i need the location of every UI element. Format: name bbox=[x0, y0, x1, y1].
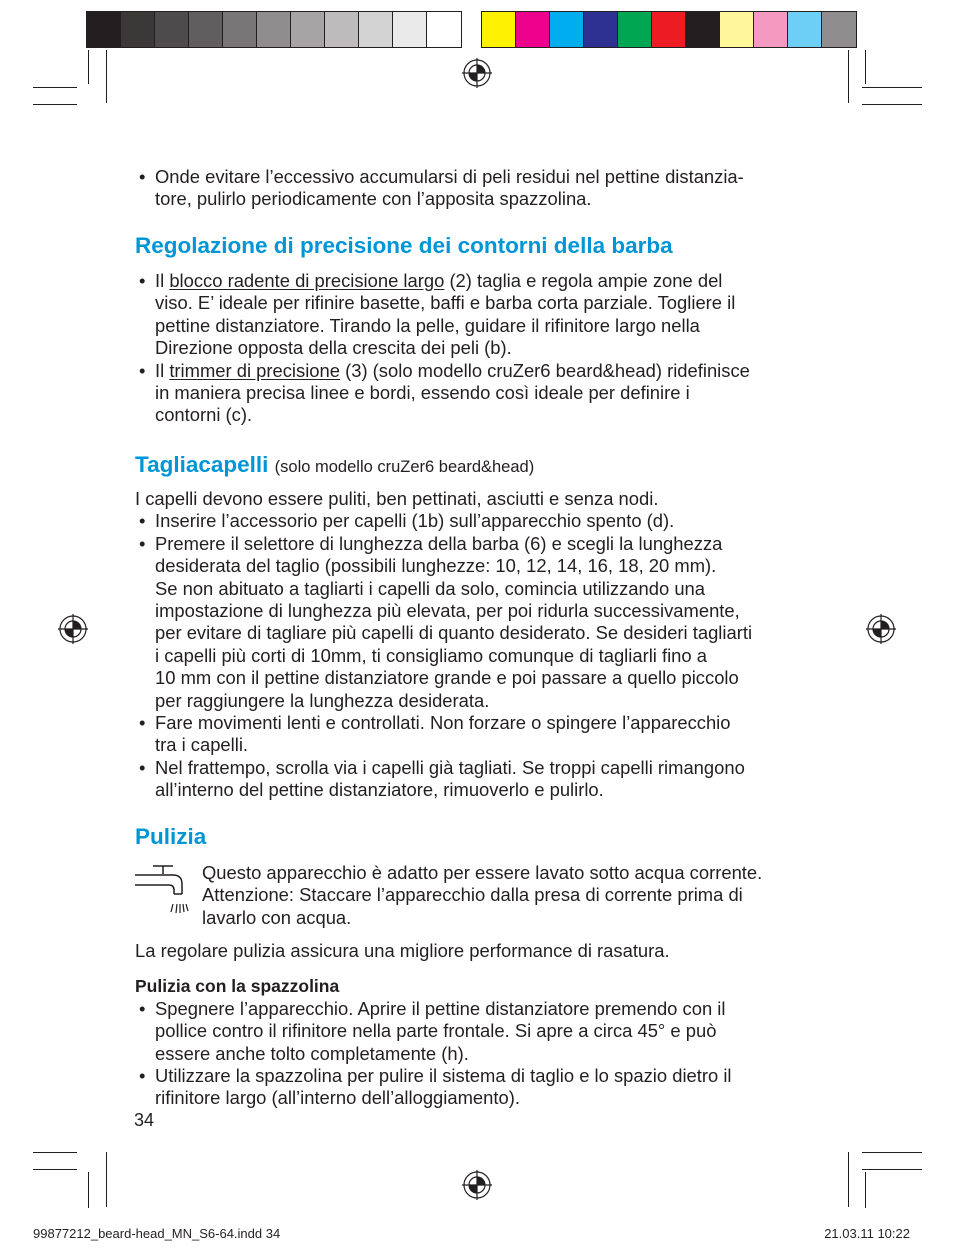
color-swatch bbox=[652, 12, 686, 47]
page-number: 34 bbox=[134, 1110, 155, 1130]
color-swatch bbox=[427, 12, 461, 47]
color-swatch bbox=[754, 12, 788, 47]
color-swatch bbox=[87, 12, 121, 47]
color-swatch bbox=[223, 12, 257, 47]
color-swatch bbox=[788, 12, 822, 47]
water-warning: Questo apparecchio è adatto per essere lavato sotto acqua corrente. Attenzione: Staccare l’apparecchio dalla presa di corrente prima di lavarlo con acqua. bbox=[202, 862, 763, 928]
color-swatch bbox=[291, 12, 325, 47]
registration-mark-icon bbox=[58, 614, 88, 644]
color-swatch bbox=[393, 12, 427, 47]
color-bar bbox=[481, 11, 857, 48]
list-item: • Utilizzare la spazzolina per pulire il sistema di taglio e lo spazio dietro il rifinitore largo (all’interno dell’alloggiamento). bbox=[135, 1065, 825, 1110]
section-title: Pulizia bbox=[135, 824, 207, 849]
color-swatch bbox=[189, 12, 223, 47]
color-swatch bbox=[822, 12, 856, 47]
paragraph: La regolare pulizia assicura una migliore performance di rasatura. bbox=[135, 940, 670, 961]
registration-mark-icon bbox=[866, 614, 896, 644]
color-swatch bbox=[155, 12, 189, 47]
section-title: Regolazione di precisione dei contorni della barba bbox=[135, 233, 673, 258]
registration-mark-icon bbox=[462, 1170, 492, 1200]
registration-mark-icon bbox=[462, 58, 492, 88]
list-item: • Nel frattempo, scrolla via i capelli già tagliati. Se troppi capelli rimangono all’interno del pettine distanziatore, rimuoverlo e pulirlo. bbox=[135, 757, 825, 802]
section-title: Tagliacapelli (solo modello cruZer6 beard&head) bbox=[135, 452, 535, 477]
color-swatch bbox=[359, 12, 393, 47]
list-item: • Inserire l’accessorio per capelli (1b) sull’apparecchio spento (d). bbox=[135, 510, 825, 532]
section-pulizia-body bbox=[135, 940, 825, 1110]
paragraph: I capelli devono essere puliti, ben pettinati, asciutti e senza nodi. bbox=[135, 488, 659, 509]
list-item: • Fare movimenti lenti e controllati. Non forzare o spingere l’apparecchio tra i capelli. bbox=[135, 712, 825, 757]
grayscale-bar bbox=[86, 11, 462, 48]
list-item: • Onde evitare l’eccessivo accumularsi di peli residui nel pettine distanzia- tore, pulirlo periodicamente con l’apposita spazzolina. bbox=[135, 166, 825, 211]
list-item: • Il blocco radente di precisione largo (2) taglia e regola ampie zone del viso. E’ ideale per rifinire basette, baffi e barba corta parziale. Togliere il pettine distanziatore. Tirando la pelle, guidare il rifinitore largo nella Direzione opposta della crescita dei peli (b). bbox=[135, 270, 825, 360]
term-trimmer-precisione: trimmer di precisione bbox=[169, 359, 340, 381]
section-prev bbox=[135, 166, 825, 211]
section-subtitle: (solo modello cruZer6 beard&head) bbox=[274, 458, 535, 476]
section-tagliacapelli bbox=[135, 452, 825, 802]
slug-timestamp: 21.03.11 10:22 bbox=[824, 1226, 910, 1241]
color-swatch bbox=[482, 12, 516, 47]
color-swatch bbox=[686, 12, 720, 47]
color-swatch bbox=[121, 12, 155, 47]
color-swatch bbox=[325, 12, 359, 47]
list-item: • Il trimmer di precisione (3) (solo modello cruZer6 beard&head) ridefinisce in maniera precisa linee e bordi, essendo così ideale per definire i contorni (c). bbox=[135, 360, 825, 427]
color-swatch bbox=[720, 12, 754, 47]
slug-filename: 99877212_beard-head_MN_S6-64.indd 34 bbox=[33, 1226, 281, 1241]
term-blocco-radente: blocco radente di precisione largo bbox=[169, 270, 445, 291]
color-swatch bbox=[257, 12, 291, 47]
list-item: • Premere il selettore di lunghezza della barba (6) e scegli la lunghezza desiderata del taglio (possibili lunghezze: 10, 12, 14, 16, 18, 20 mm). Se non abituato a tagliarti i capelli da solo, comincia utilizzando una impostazione di lunghezza più elevata, per poi ridurla successivamente, per evitare di tagliare più capelli di quanto desiderato. Se desideri tagliarti i capelli più corti di 10mm, ti consigliamo comunque di tagliarli fino a 10 mm con il pettine distanziatore grande e poi passare a quello piccolo per raggiungere la lunghezza desiderata. bbox=[135, 533, 825, 712]
color-swatch bbox=[550, 12, 584, 47]
color-swatch bbox=[516, 12, 550, 47]
subheading: Pulizia con la spazzolina bbox=[135, 976, 340, 997]
color-swatch bbox=[584, 12, 618, 47]
list-item: • Spegnere l’apparecchio. Aprire il pettine distanziatore premendo con il pollice contro il rifinitore nella parte frontale. Si apre a circa 45° e può essere anche tolto completamente (h). bbox=[135, 998, 825, 1065]
section-regolazione bbox=[135, 233, 825, 427]
section-pulizia bbox=[135, 824, 825, 850]
water-tap-icon bbox=[133, 862, 189, 920]
color-swatch bbox=[618, 12, 652, 47]
